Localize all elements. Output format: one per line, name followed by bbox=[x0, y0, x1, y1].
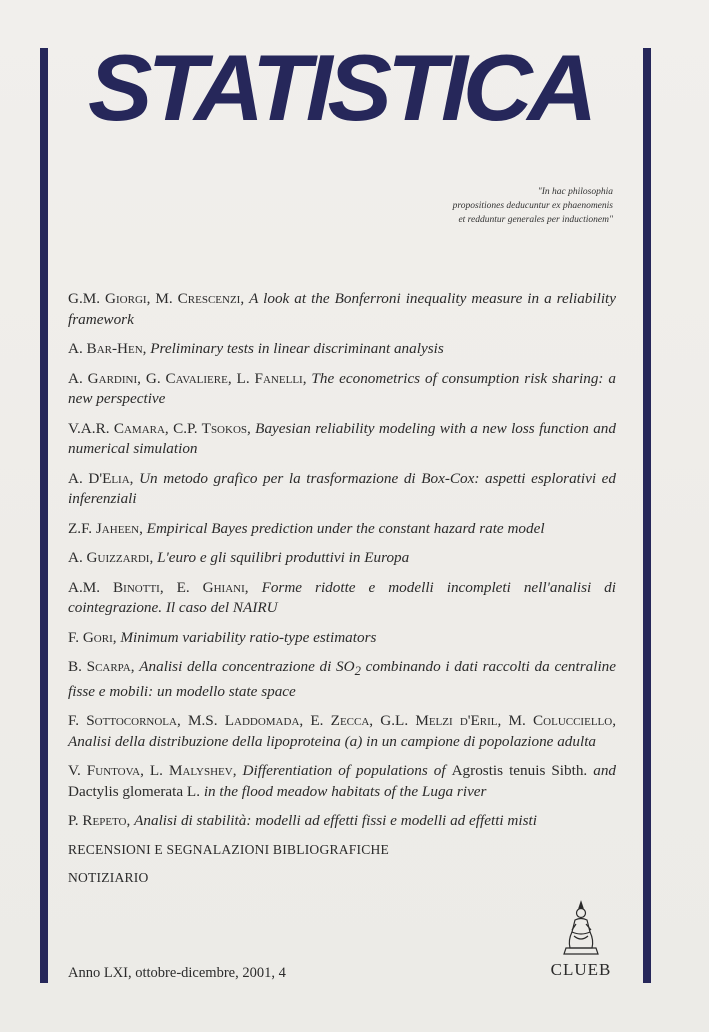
entry-authors: P. Repeto bbox=[68, 812, 127, 830]
entry-authors: B. Scarpa bbox=[68, 658, 131, 675]
entry-authors: A.M. Binotti, E. Ghiani bbox=[68, 578, 245, 596]
entry-title-part: Differentiation of populations of bbox=[242, 762, 452, 780]
entry-title: L'euro e gli squilibri produttivi in Europa bbox=[157, 549, 410, 566]
entry-title: The econometrics of consumption risk sharing: a new perspective bbox=[68, 369, 616, 407]
left-border-bar bbox=[40, 48, 48, 983]
entry-title-part: combinando i dati raccolti da centraline fisse e mobili: un modello state space bbox=[68, 658, 617, 700]
entry-title-subscript: 2 bbox=[354, 664, 361, 679]
species-name: Dactylis glomerata L. bbox=[68, 782, 201, 800]
entry-authors: G.M. Giorgi, M. Crescenzi bbox=[68, 290, 241, 307]
motto-line: propositiones deducuntur ex phaenomenis bbox=[452, 201, 613, 211]
contents-entry: A. D'Elia, Un metodo grafico per la trasformazione di Box-Cox: aspetti esplorativi ed inferenziali bbox=[68, 469, 617, 507]
journal-title: STATISTICA bbox=[88, 35, 593, 140]
species-name: Agrostis tenuis Sibth. bbox=[451, 762, 588, 780]
entry-authors: F. Sottocornola, M.S. Laddomada, E. Zecca, G.L. Melzi d'Eril, M. Colucciello bbox=[68, 712, 613, 730]
entry-title-part: Analisi della concentrazione di SO bbox=[139, 658, 355, 675]
entry-title: Bayesian reliability modeling with a new loss function and numerical simulation bbox=[68, 419, 616, 457]
entry-title: Analisi di stabilità: modelli ad effetti fissi e modelli ad effetti misti bbox=[134, 812, 537, 830]
entry-title-part: in the flood meadow habitats of the Luga river bbox=[200, 782, 487, 800]
motto-line: et redduntur generales per inductionem" bbox=[458, 215, 613, 225]
table-of-contents bbox=[68, 289, 616, 897]
entry-title bbox=[68, 658, 616, 700]
entry-authors: V. Funtova, L. Malyshev bbox=[68, 762, 233, 780]
motto-line: "In hac philosophia bbox=[537, 187, 613, 197]
entry-title: Minimum variability ratio-type estimators bbox=[120, 628, 377, 646]
contents-entry: G.M. Giorgi, M. Crescenzi, A look at the Bonferroni inequality measure in a reliability framework bbox=[68, 290, 617, 328]
entry-authors: V.A.R. Camara, C.P. Tsokos bbox=[68, 419, 248, 437]
contents-entry: P. Repeto, Analisi di stabilità: modelli ad effetti fissi e modelli ad effetti misti bbox=[68, 812, 537, 830]
publisher-name: CLUEB bbox=[550, 960, 612, 979]
entry-title-part: and bbox=[587, 762, 617, 780]
entry-authors: A. Guizzardi bbox=[68, 549, 150, 566]
entry-authors: A. Bar-Hen bbox=[68, 340, 143, 357]
entry-title: Preliminary tests in linear discriminant analysis bbox=[150, 340, 444, 357]
contents-entry: B. Scarpa, Analisi della concentrazione di $SO_2$ combinando i dati raccolti da centraline fisse e mobili: un modello state space bbox=[68, 658, 617, 700]
contents-entry: Z.F. Jaheen, Empirical Bayes prediction under the constant hazard rate model bbox=[68, 519, 545, 537]
entry-title: A look at the Bonferroni inequality measure in a reliability framework bbox=[68, 290, 617, 328]
contents-entry: A. Gardini, G. Cavaliere, L. Fanelli, The econometrics of consumption risk sharing: a new perspective bbox=[68, 369, 616, 407]
contents-entry: F. Gori, Minimum variability ratio-type estimators bbox=[68, 628, 377, 646]
contents-entry: A. Guizzardi, L'euro e gli squilibri produttivi in Europa bbox=[68, 549, 410, 566]
contents-entry: A.M. Binotti, E. Ghiani, Forme ridotte e modelli incompleti nell'analisi di cointegrazione. Il caso del NAIRU bbox=[68, 578, 616, 616]
entry-title: Analisi della distribuzione della lipoproteina (a) in un campione di popolazione adulta bbox=[68, 732, 597, 750]
entry-title: Forme ridotte e modelli incompleti nell'analisi di cointegrazione. Il caso del NAIRU bbox=[68, 578, 616, 616]
contents-entry: A. Bar-Hen, Preliminary tests in linear discriminant analysis bbox=[68, 340, 444, 357]
news-section: NOTIZIARIO bbox=[68, 869, 149, 885]
entry-title: Empirical Bayes prediction under the constant hazard rate model bbox=[146, 519, 545, 537]
entry-authors: A. Gardini, G. Cavaliere, L. Fanelli bbox=[68, 369, 303, 387]
entry-authors: Z.F. Jaheen bbox=[68, 519, 140, 537]
issue-info: Anno LXI, ottobre-dicembre, 2001, 4 bbox=[68, 965, 286, 981]
contents-entry: V. Funtova, L. Malyshev, Differentiation of populations of Agrostis tenuis Sibth. and Dactylis glomerata L. in the flood meadow habitats of the Luga river bbox=[68, 762, 617, 800]
contents-entry: V.A.R. Camara, C.P. Tsokos, Bayesian reliability modeling with a new loss function and numerical simulation bbox=[68, 419, 616, 457]
entry-title: Un metodo grafico per la trasformazione di Box-Cox: aspetti esplorativi ed inferenziali bbox=[68, 469, 617, 507]
motto bbox=[353, 185, 613, 227]
contents-entry: F. Sottocornola, M.S. Laddomada, E. Zecca, G.L. Melzi d'Eril, M. Colucciello, Analisi della distribuzione della lipoproteina (a) in un campione di popolazione adulta bbox=[68, 712, 616, 750]
right-border-bar bbox=[643, 48, 651, 983]
entry-authors: F. Gori bbox=[68, 628, 113, 646]
reviews-section: RECENSIONI E SEGNALAZIONI BIBLIOGRAFICHE bbox=[68, 841, 390, 857]
entry-authors: A. D'Elia bbox=[68, 469, 130, 487]
